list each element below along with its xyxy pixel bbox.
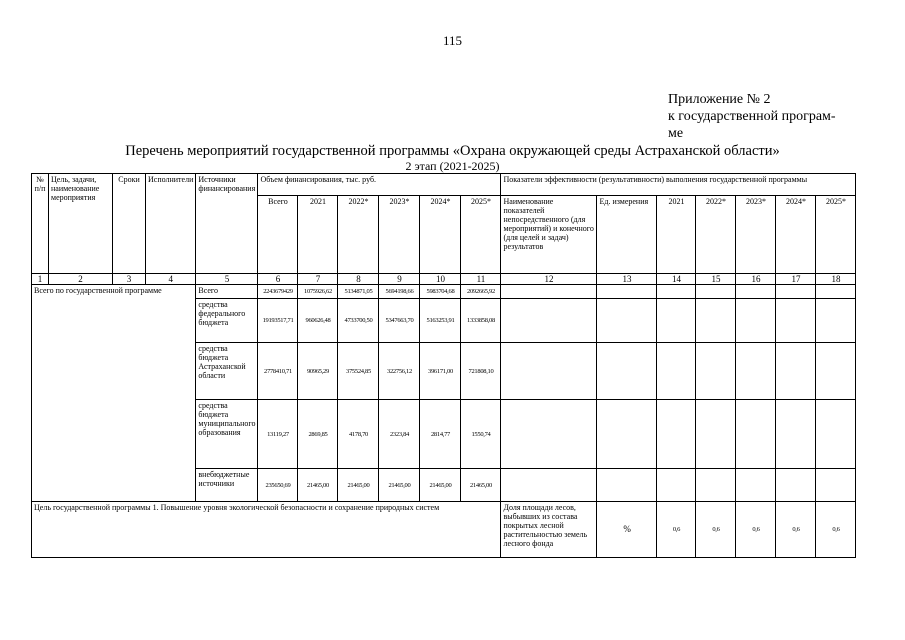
empty-cell: [597, 400, 657, 469]
value-cell: 2869,85: [298, 400, 338, 469]
value-cell: 1075926,62: [298, 285, 338, 299]
value-cell: 235650,69: [258, 469, 298, 502]
goal-text: Цель государственной программы 1. Повышение уровня экологической безопасности и сохранение природных систем: [32, 502, 501, 558]
empty-cell: [736, 469, 776, 502]
empty-cell: [816, 285, 856, 299]
header-2024: 2024*: [420, 196, 461, 274]
empty-cell: [597, 343, 657, 400]
goal-unit: %: [597, 502, 657, 558]
col-num: 7: [298, 274, 338, 285]
empty-cell: [816, 343, 856, 400]
empty-cell: [816, 469, 856, 502]
header-source: Источники финансирования: [196, 174, 258, 274]
empty-cell: [816, 299, 856, 343]
empty-cell: [501, 299, 597, 343]
document-title: Перечень мероприятий государственной программы «Охрана окружающей среды Астраханской области»: [125, 143, 780, 159]
value-cell: 2323,84: [379, 400, 420, 469]
table-row: [32, 285, 856, 299]
header-goal: Цель, задачи, наименование мероприятия: [49, 174, 113, 274]
empty-cell: [736, 400, 776, 469]
program-table: [31, 173, 856, 558]
empty-cell: [657, 285, 696, 299]
col-num: 6: [258, 274, 298, 285]
source-cell: внебюджетные источники: [196, 469, 258, 502]
value-cell: 5694198,66: [379, 285, 420, 299]
appendix-caption: [668, 91, 858, 142]
empty-cell: [657, 343, 696, 400]
value-cell: 2814,77: [420, 400, 461, 469]
value-cell: 1333858,08: [461, 299, 501, 343]
value-cell: 5163253,91: [420, 299, 461, 343]
value-cell: 2243679429: [258, 285, 298, 299]
value-cell: 721808,10: [461, 343, 501, 400]
header-ind-2022: 2022*: [696, 196, 736, 274]
value-cell: 21465,00: [461, 469, 501, 502]
empty-cell: [501, 400, 597, 469]
header-indicator-name: Наименование показателей непосредственного (для мероприятий) и конечного (для целей и задач) результатов: [501, 196, 597, 274]
value-cell: 4178,70: [338, 400, 379, 469]
empty-cell: [776, 469, 816, 502]
empty-cell: [736, 299, 776, 343]
appendix-line-3: ме: [668, 126, 684, 141]
col-num: 9: [379, 274, 420, 285]
value-cell: 21465,00: [420, 469, 461, 502]
value-cell: 2092665,92: [461, 285, 501, 299]
header-total: Всего: [258, 196, 298, 274]
empty-cell: [696, 285, 736, 299]
source-cell: средства бюджета муниципального образования: [196, 400, 258, 469]
empty-cell: [816, 400, 856, 469]
goal-value: 0,6: [696, 502, 736, 558]
source-cell: средства бюджета Астраханской области: [196, 343, 258, 400]
goal-indicator: Доля площади лесов, выбывших из состава покрытых лесной растительностью земель лесного фонда: [501, 502, 597, 558]
value-cell: 960626,48: [298, 299, 338, 343]
header-ind-2021: 2021: [657, 196, 696, 274]
header-executors: Исполнители: [146, 174, 196, 274]
header-indicators: Показатели эффективности (результативности) выполнения государственной программы: [501, 174, 856, 196]
empty-cell: [696, 343, 736, 400]
col-num: 5: [196, 274, 258, 285]
goal-value: 0,6: [736, 502, 776, 558]
value-cell: 13119,27: [258, 400, 298, 469]
col-num: 8: [338, 274, 379, 285]
goal-row: [32, 502, 856, 558]
header-ind-2025: 2025*: [816, 196, 856, 274]
empty-cell: [736, 285, 776, 299]
empty-cell: [597, 469, 657, 502]
col-num: 18: [816, 274, 856, 285]
col-num: 11: [461, 274, 501, 285]
header-2025: 2025*: [461, 196, 501, 274]
page-number: 115: [442, 33, 463, 48]
value-cell: 5347663,70: [379, 299, 420, 343]
header-ind-2024: 2024*: [776, 196, 816, 274]
value-cell: 21465,00: [338, 469, 379, 502]
goal-value: 0,6: [816, 502, 856, 558]
col-num: 12: [501, 274, 597, 285]
empty-cell: [657, 400, 696, 469]
value-cell: 322756,12: [379, 343, 420, 400]
header-unit: Ед. измерения: [597, 196, 657, 274]
source-cell: Всего: [196, 285, 258, 299]
col-num: 4: [146, 274, 196, 285]
value-cell: 2778410,71: [258, 343, 298, 400]
value-cell: 1550,74: [461, 400, 501, 469]
empty-cell: [736, 343, 776, 400]
empty-cell: [657, 299, 696, 343]
col-num: 10: [420, 274, 461, 285]
value-cell: 4733700,50: [338, 299, 379, 343]
header-ind-2023: 2023*: [736, 196, 776, 274]
empty-cell: [696, 400, 736, 469]
value-cell: 21465,00: [379, 469, 420, 502]
col-num: 2: [49, 274, 113, 285]
empty-cell: [776, 400, 816, 469]
col-num: 16: [736, 274, 776, 285]
stage-subtitle: 2 этап (2021-2025): [405, 159, 500, 173]
header-terms: Сроки: [113, 174, 146, 274]
empty-cell: [776, 299, 816, 343]
header-2023: 2023*: [379, 196, 420, 274]
source-cell: средства федерального бюджета: [196, 299, 258, 343]
empty-cell: [696, 469, 736, 502]
header-num: № п/п: [32, 174, 49, 274]
col-num: 14: [657, 274, 696, 285]
empty-cell: [657, 469, 696, 502]
empty-cell: [776, 343, 816, 400]
goal-value: 0,6: [657, 502, 696, 558]
header-row-1: [32, 174, 856, 196]
appendix-line-1: Приложение № 2: [668, 92, 771, 107]
total-label: Всего по государственной программе: [32, 285, 196, 502]
appendix-line-2: к государственной програм-: [668, 109, 836, 124]
col-num: 15: [696, 274, 736, 285]
empty-cell: [501, 469, 597, 502]
header-2022: 2022*: [338, 196, 379, 274]
value-cell: 21465,00: [298, 469, 338, 502]
empty-cell: [597, 299, 657, 343]
col-num: 1: [32, 274, 49, 285]
empty-cell: [501, 285, 597, 299]
col-num: 3: [113, 274, 146, 285]
header-volume: Объем финансирования, тыс. руб.: [258, 174, 501, 196]
empty-cell: [597, 285, 657, 299]
value-cell: 19193517,71: [258, 299, 298, 343]
empty-cell: [776, 285, 816, 299]
column-number-row: [32, 274, 856, 285]
goal-value: 0,6: [776, 502, 816, 558]
empty-cell: [696, 299, 736, 343]
col-num: 13: [597, 274, 657, 285]
header-2021: 2021: [298, 196, 338, 274]
empty-cell: [501, 343, 597, 400]
value-cell: 396171,00: [420, 343, 461, 400]
value-cell: 90965,29: [298, 343, 338, 400]
value-cell: 5134871,05: [338, 285, 379, 299]
value-cell: 375524,85: [338, 343, 379, 400]
value-cell: 5983704,68: [420, 285, 461, 299]
col-num: 17: [776, 274, 816, 285]
